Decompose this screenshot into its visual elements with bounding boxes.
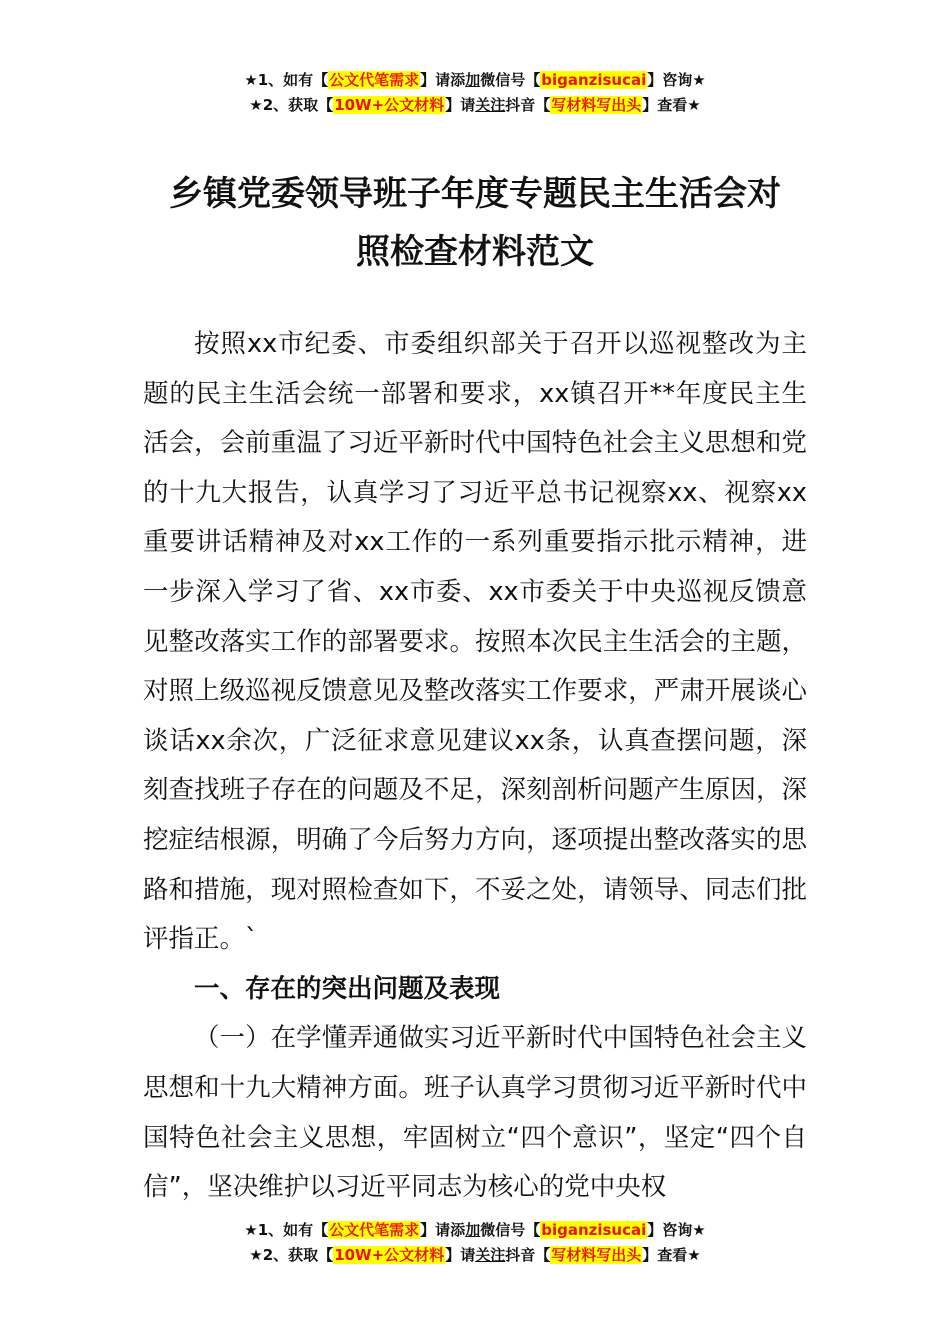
subsection-paragraph: （一）在学懂弄通做实习近平新时代中国特色社会主义思想和十九大精神方面。班子认真学习贯彻习近平新时代中国特色社会主义思想，牢固树立“四个意识”，坚定“四个自信”，坚决维护以习近平同志为核心的党中央权 [143,1023,807,1203]
highlight-douyin-account: 写材料写出头 [551,96,642,114]
highlight-wechat-id: biganzisucai [541,71,647,89]
banner-line-2: ★2、获取【10W+公文材料】请关注抖音【写材料写出头】查看★ [249,1246,701,1264]
highlight-materials: 10W+公文材料 [334,96,445,114]
header-banner [0,68,950,118]
highlight-service: 公文代笔需求 [329,71,420,89]
banner-line-2: ★2、获取【10W+公文材料】请关注抖音【写材料写出头】查看★ [249,96,701,114]
highlight-service: 公文代笔需求 [329,1221,420,1239]
footer-banner [0,1218,950,1268]
banner-line-1: ★1、如有【公文代笔需求】请添加微信号【biganzisucai】咨询★ [244,1221,706,1239]
highlight-douyin-account: 写材料写出头 [551,1246,642,1264]
banner-line-1: ★1、如有【公文代笔需求】请添加微信号【biganzisucai】咨询★ [244,71,706,89]
intro-paragraph: 按照xx市纪委、市委组织部关于召开以巡视整改为主题的民主生活会统一部署和要求，xx镇召开**年度民主生活会，会前重温了习近平新时代中国特色社会主义思想和党的十九大报告，认真学习了习近平总书记视察xx、视察xx重要讲话精神及对xx工作的一系列重要指示批示精神，进一步深入学习了省、xx市委、xx市委关于中央巡视反馈意见整改落实工作的部署要求。按照本次民主生活会的主题，对照上级巡视反馈意见及整改落实工作要求，严肃开展谈心谈话xx余次，广泛征求意见建议xx条，认真查摆问题，深刻查找班子存在的问题及不足，深刻剖析问题产生原因，深挖症结根源，明确了今后努力方向，逐项提出整改落实的思路和措施，现对照检查如下，不妥之处，请领导、同志们批评指正。` [143,329,807,955]
document-title [130,165,820,281]
title-line-2: 照检查材料范文 [356,232,594,272]
highlight-materials: 10W+公文材料 [334,1246,445,1264]
section-heading: 一、存在的突出问题及表现 [194,973,501,1004]
document-body [143,320,807,1213]
highlight-wechat-id: biganzisucai [541,1221,647,1239]
title-line-1: 乡镇党委领导班子年度专题民主生活会对 [169,174,781,214]
